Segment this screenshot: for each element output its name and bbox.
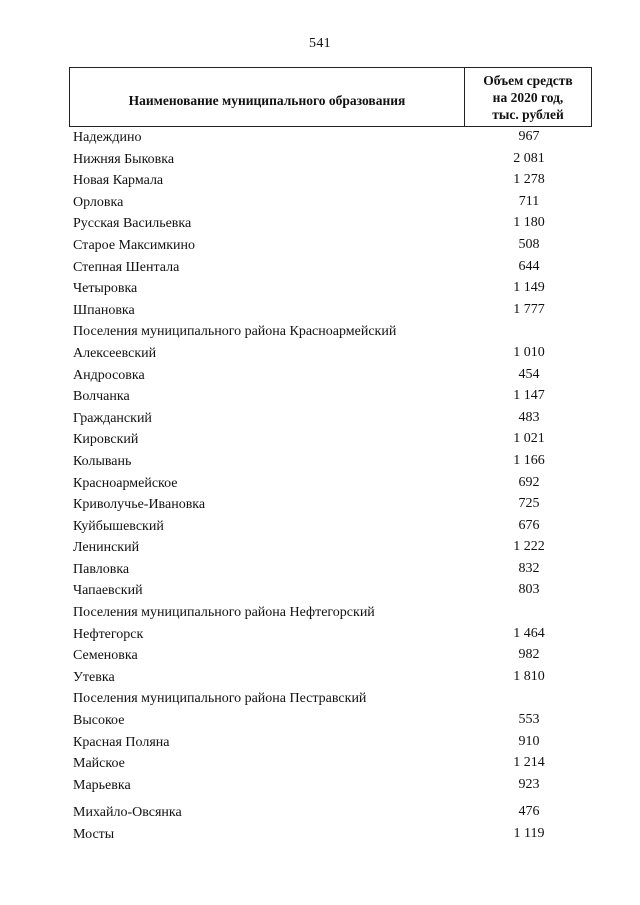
municipality-name: Гражданский xyxy=(73,410,152,426)
amount-value: 1 214 xyxy=(513,755,545,771)
municipality-name: Алексеевский xyxy=(73,345,157,361)
amount-value: 982 xyxy=(518,647,540,663)
municipality-name: Русская Васильевка xyxy=(73,216,192,232)
table-row xyxy=(0,258,640,280)
municipality-name: Четыровка xyxy=(73,281,138,297)
table-row xyxy=(0,754,640,776)
header-amount-column: Объем средств на 2020 год, тыс. рублей xyxy=(483,72,573,122)
amount-value: 923 xyxy=(518,776,540,792)
municipality-name: Нижняя Быковка xyxy=(73,151,175,167)
amount-value: 1 021 xyxy=(513,431,545,447)
table-row xyxy=(0,301,640,323)
municipality-name: Семеновка xyxy=(73,648,138,664)
municipality-name: Кировский xyxy=(73,432,139,448)
amount-value: 644 xyxy=(518,258,540,274)
amount-value: 1 180 xyxy=(513,215,545,231)
table-row xyxy=(0,452,640,474)
amount-value: 967 xyxy=(518,129,540,144)
table-row xyxy=(0,538,640,560)
municipality-name: Михайло-Овсянка xyxy=(73,805,182,821)
table-row xyxy=(0,344,640,366)
municipality-name: Колывань xyxy=(73,453,132,469)
header-name-column: Наименование муниципального образования xyxy=(70,68,465,126)
table-row xyxy=(0,517,640,539)
table-row xyxy=(0,560,640,582)
municipality-name: Орловка xyxy=(73,194,124,210)
amount-value: 676 xyxy=(518,517,540,533)
group-heading-row xyxy=(0,603,640,625)
table-row xyxy=(0,625,640,647)
table-row xyxy=(0,214,640,236)
municipality-name: Ленинский xyxy=(73,540,140,556)
table-row xyxy=(0,495,640,517)
municipality-name: Поселения муниципального района Пестравский xyxy=(73,691,367,707)
amount-value: 711 xyxy=(518,193,540,209)
municipality-name: Степная Шентала xyxy=(73,259,180,275)
municipality-name: Старое Максимкино xyxy=(73,237,196,253)
amount-value: 1 777 xyxy=(513,301,545,317)
amount-value: 483 xyxy=(518,409,540,425)
table-row xyxy=(0,581,640,603)
amount-value: 803 xyxy=(518,582,540,598)
table-row xyxy=(0,279,640,301)
table-row xyxy=(0,733,640,755)
amount-value: 1 222 xyxy=(513,539,545,555)
table-row xyxy=(0,668,640,690)
table-header xyxy=(69,67,592,127)
municipality-name: Шпановка xyxy=(73,302,135,318)
amount-value: 832 xyxy=(518,560,540,576)
amount-value: 1 010 xyxy=(513,344,545,360)
group-heading-row xyxy=(0,322,640,344)
table-row xyxy=(0,409,640,431)
municipality-name: Красная Поляна xyxy=(73,734,170,750)
table-row xyxy=(0,387,640,409)
amount-value: 476 xyxy=(518,804,540,820)
amount-value: 1 149 xyxy=(513,280,545,296)
table-row xyxy=(0,128,640,150)
amount-value: 1 166 xyxy=(513,452,545,468)
municipality-name: Поселения муниципального района Красноармейский xyxy=(73,324,397,340)
municipality-name: Марьевка xyxy=(73,777,131,793)
municipality-name: Надеждино xyxy=(73,130,142,145)
municipality-name: Майское xyxy=(73,756,125,772)
page-number: 541 xyxy=(309,36,331,51)
amount-value: 692 xyxy=(518,474,540,490)
amount-value: 1 147 xyxy=(513,388,545,404)
amount-value: 1 278 xyxy=(513,172,545,188)
municipality-name: Высокое xyxy=(73,713,125,729)
municipality-name: Волчанка xyxy=(73,389,130,405)
municipality-name: Нефтегорск xyxy=(73,626,144,642)
amount-value: 1 119 xyxy=(513,826,545,841)
municipality-name: Красноармейское xyxy=(73,475,178,491)
table-row xyxy=(0,430,640,452)
table-row xyxy=(0,776,640,798)
table-row xyxy=(0,825,640,847)
municipality-name: Павловка xyxy=(73,561,130,577)
municipality-name: Криволучье-Ивановка xyxy=(73,497,206,513)
table-row xyxy=(0,366,640,388)
municipality-name: Андросовка xyxy=(73,367,145,383)
table-row xyxy=(0,193,640,215)
amount-value: 454 xyxy=(518,366,540,382)
municipality-name: Новая Кармала xyxy=(73,173,164,189)
table-body xyxy=(0,128,640,847)
amount-value: 1 810 xyxy=(513,668,545,684)
amount-value: 1 464 xyxy=(513,625,545,641)
group-heading-row xyxy=(0,689,640,711)
table-row xyxy=(0,236,640,258)
amount-value: 910 xyxy=(518,733,540,749)
municipality-name: Мосты xyxy=(73,827,115,842)
table-row xyxy=(0,803,640,825)
municipality-name: Утевка xyxy=(73,669,115,685)
table-row xyxy=(0,474,640,496)
table-row xyxy=(0,646,640,668)
municipality-name: Куйбышевский xyxy=(73,518,164,534)
amount-value: 725 xyxy=(518,496,540,512)
table-row xyxy=(0,150,640,172)
municipality-name: Поселения муниципального района Нефтегорский xyxy=(73,605,375,621)
amount-value: 2 081 xyxy=(513,150,545,166)
table-row xyxy=(0,711,640,733)
table-row xyxy=(0,171,640,193)
amount-value: 508 xyxy=(518,236,540,252)
municipality-name: Чапаевский xyxy=(73,583,143,599)
amount-value: 553 xyxy=(518,712,540,728)
